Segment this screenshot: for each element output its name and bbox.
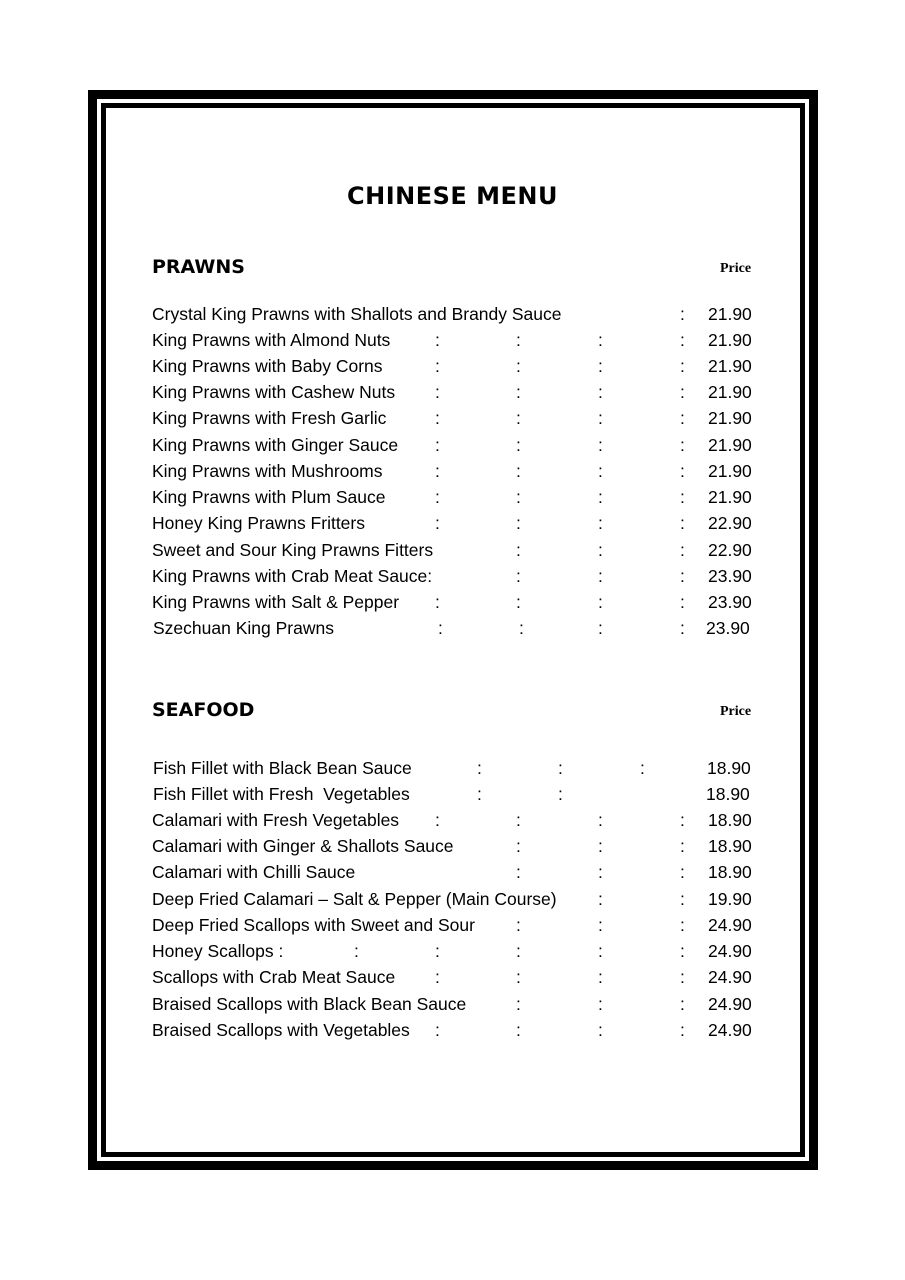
menu-item (0, 616, 905, 640)
menu-item-price: 21.90 (708, 356, 752, 376)
separator-colon: : (516, 915, 521, 935)
menu-item-name: Calamari with Ginger & Shallots Sauce (152, 836, 454, 856)
separator-colon: : (680, 836, 685, 856)
separator-colon: : (598, 461, 603, 481)
menu-item (0, 564, 905, 588)
separator-colon: : (598, 592, 603, 612)
separator-colon: : (516, 435, 521, 455)
menu-item-name: Szechuan King Prawns (153, 618, 334, 638)
menu-item-price: 23.90 (708, 566, 752, 586)
menu-item-name: King Prawns with Fresh Garlic (152, 408, 387, 428)
separator-colon: : (680, 356, 685, 376)
menu-item-name: Fish Fillet with Black Bean Sauce (153, 758, 412, 778)
separator-colon: : (516, 461, 521, 481)
separator-colon: : (516, 592, 521, 612)
menu-item (0, 834, 905, 858)
menu-item (0, 485, 905, 509)
menu-item (0, 756, 905, 780)
separator-colon: : (516, 487, 521, 507)
separator-colon: : (598, 1020, 603, 1040)
separator-colon: : (435, 941, 440, 961)
separator-colon: : (680, 618, 685, 638)
menu-item-price: 22.90 (708, 513, 752, 533)
menu-item (0, 782, 905, 806)
separator-colon: : (516, 994, 521, 1014)
menu-item-name: King Prawns with Mushrooms (152, 461, 383, 481)
menu-item-name: Fish Fillet with Fresh Vegetables (153, 784, 410, 804)
separator-colon: : (354, 941, 359, 961)
menu-item-price: 18.90 (708, 810, 752, 830)
separator-colon: : (516, 810, 521, 830)
separator-colon: : (435, 330, 440, 350)
menu-item-price: 21.90 (708, 408, 752, 428)
separator-colon: : (680, 435, 685, 455)
menu-item-price: 24.90 (708, 1020, 752, 1040)
separator-colon: : (680, 304, 685, 324)
menu-item-price: 24.90 (708, 994, 752, 1014)
separator-colon: : (516, 1020, 521, 1040)
menu-item-price: 24.90 (708, 915, 752, 935)
separator-colon: : (477, 784, 482, 804)
menu-item (0, 590, 905, 614)
separator-colon: : (435, 435, 440, 455)
menu-item-name: King Prawns with Cashew Nuts (152, 382, 396, 402)
price-column-heading-prawns: Price (720, 261, 752, 276)
menu-item-price: 24.90 (708, 941, 752, 961)
separator-colon: : (516, 540, 521, 560)
separator-colon: : (519, 618, 524, 638)
separator-colon: : (598, 836, 603, 856)
menu-item-price: 22.90 (708, 540, 752, 560)
separator-colon: : (680, 487, 685, 507)
separator-colon: : (516, 941, 521, 961)
menu-item-name: Deep Fried Scallops with Sweet and Sour (152, 915, 475, 935)
menu-item (0, 538, 905, 562)
separator-colon: : (598, 487, 603, 507)
separator-colon: : (598, 915, 603, 935)
separator-colon: : (598, 435, 603, 455)
separator-colon: : (680, 810, 685, 830)
separator-colon: : (435, 487, 440, 507)
menu-item-price: 18.90 (707, 758, 751, 778)
separator-colon: : (680, 862, 685, 882)
separator-colon: : (558, 784, 563, 804)
separator-colon: : (435, 356, 440, 376)
separator-colon: : (680, 941, 685, 961)
menu-item-price: 21.90 (708, 382, 752, 402)
menu-item-name: Braised Scallops with Black Bean Sauce (152, 994, 467, 1014)
menu-item-name: King Prawns with Almond Nuts (152, 330, 391, 350)
separator-colon: : (680, 889, 685, 909)
menu-item (0, 965, 905, 989)
separator-colon: : (598, 862, 603, 882)
section-heading-seafood: SEAFOOD (152, 699, 255, 721)
menu-item-price: 21.90 (708, 435, 752, 455)
separator-colon: : (598, 382, 603, 402)
separator-colon: : (516, 330, 521, 350)
menu-item (0, 354, 905, 378)
menu-item-name: Crystal King Prawns with Shallots and Brandy Sauce (152, 304, 562, 324)
separator-colon: : (516, 408, 521, 428)
menu-item-name: King Prawns with Salt & Pepper (152, 592, 400, 612)
menu-item-name: Sweet and Sour King Prawns Fitters (152, 540, 434, 560)
separator-colon: : (516, 836, 521, 856)
separator-colon: : (598, 618, 603, 638)
menu-item-price: 23.90 (706, 618, 750, 638)
separator-colon: : (598, 356, 603, 376)
separator-colon: : (680, 513, 685, 533)
separator-colon: : (516, 566, 521, 586)
menu-item-price: 24.90 (708, 967, 752, 987)
separator-colon: : (680, 382, 685, 402)
separator-colon: : (558, 758, 563, 778)
menu-item (0, 887, 905, 911)
menu-item (0, 808, 905, 832)
menu-item-name: Honey Scallops : (152, 941, 284, 961)
separator-colon: : (435, 382, 440, 402)
separator-colon: : (680, 461, 685, 481)
menu-item (0, 860, 905, 884)
menu-item-name: Braised Scallops with Vegetables (152, 1020, 410, 1040)
separator-colon: : (680, 915, 685, 935)
separator-colon: : (516, 513, 521, 533)
separator-colon: : (516, 356, 521, 376)
separator-colon: : (435, 1020, 440, 1040)
separator-colon: : (598, 408, 603, 428)
menu-item-name: Calamari with Chilli Sauce (152, 862, 356, 882)
separator-colon: : (598, 330, 603, 350)
menu-item (0, 913, 905, 937)
menu-item-price: 21.90 (708, 330, 752, 350)
separator-colon: : (435, 513, 440, 533)
separator-colon: : (680, 540, 685, 560)
menu-item-price: 21.90 (708, 461, 752, 481)
menu-item-price: 19.90 (708, 889, 752, 909)
separator-colon: : (680, 994, 685, 1014)
separator-colon: : (598, 889, 603, 909)
menu-item (0, 511, 905, 535)
menu-item-price: 18.90 (706, 784, 750, 804)
separator-colon: : (598, 994, 603, 1014)
separator-colon: : (435, 967, 440, 987)
separator-colon: : (435, 592, 440, 612)
menu-item-price: 18.90 (708, 836, 752, 856)
menu-item (0, 328, 905, 352)
separator-colon: : (680, 592, 685, 612)
separator-colon: : (640, 758, 645, 778)
separator-colon: : (598, 967, 603, 987)
section-heading-prawns: PRAWNS (152, 256, 245, 278)
menu-item-name: King Prawns with Baby Corns (152, 356, 383, 376)
separator-colon: : (438, 618, 443, 638)
separator-colon: : (680, 967, 685, 987)
menu-item (0, 939, 905, 963)
separator-colon: : (680, 566, 685, 586)
menu-item (0, 1018, 905, 1042)
price-column-heading-seafood: Price (720, 704, 752, 719)
menu-item-price: 21.90 (708, 487, 752, 507)
menu-item (0, 302, 905, 326)
separator-colon: : (598, 566, 603, 586)
separator-colon: : (598, 513, 603, 533)
menu-item-name: King Prawns with Ginger Sauce (152, 435, 399, 455)
menu-item (0, 992, 905, 1016)
separator-colon: : (598, 941, 603, 961)
separator-colon: : (435, 810, 440, 830)
menu-item-price: 21.90 (708, 304, 752, 324)
menu-item-name: Calamari with Fresh Vegetables (152, 810, 400, 830)
separator-colon: : (598, 810, 603, 830)
separator-colon: : (680, 408, 685, 428)
menu-item-name: Deep Fried Calamari – Salt & Pepper (Main Course) (152, 889, 557, 909)
separator-colon: : (680, 1020, 685, 1040)
separator-colon: : (680, 330, 685, 350)
menu-item-price: 18.90 (708, 862, 752, 882)
menu-item-price: 23.90 (708, 592, 752, 612)
separator-colon: : (516, 862, 521, 882)
separator-colon: : (598, 540, 603, 560)
menu-item (0, 380, 905, 404)
menu-item (0, 433, 905, 457)
separator-colon: : (516, 382, 521, 402)
separator-colon: : (477, 758, 482, 778)
menu-item-name: King Prawns with Crab Meat Sauce: (152, 566, 433, 586)
separator-colon: : (435, 461, 440, 481)
menu-item-name: Honey King Prawns Fritters (152, 513, 365, 533)
menu-title: CHINESE MENU (347, 182, 558, 210)
menu-item (0, 406, 905, 430)
menu-item (0, 459, 905, 483)
menu-item-name: Scallops with Crab Meat Sauce (152, 967, 396, 987)
separator-colon: : (516, 967, 521, 987)
menu-item-name: King Prawns with Plum Sauce (152, 487, 386, 507)
separator-colon: : (435, 408, 440, 428)
